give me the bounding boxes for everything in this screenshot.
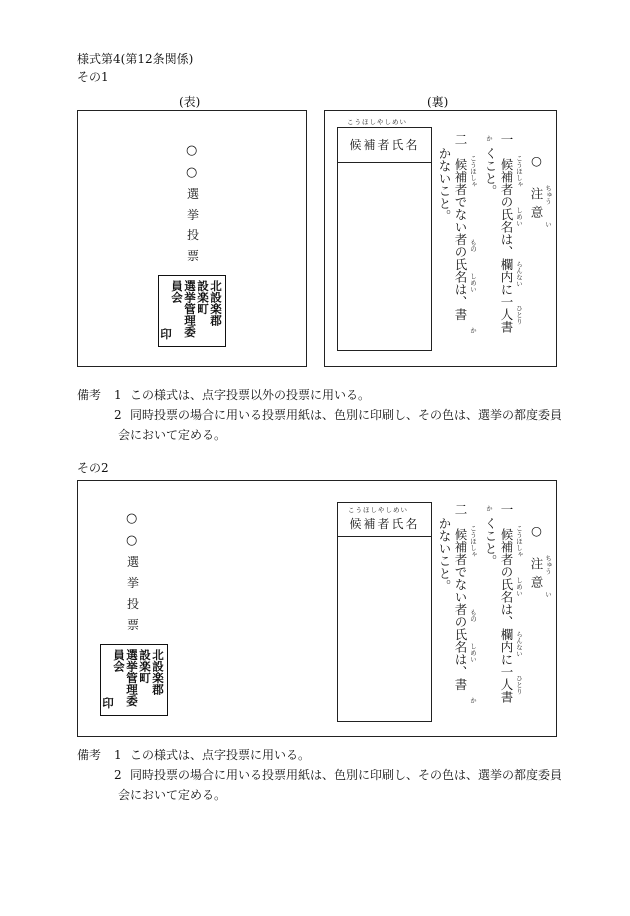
candidate-name-box: [337, 502, 432, 722]
ruby: こうほしゃ: [469, 525, 477, 558]
ruby: い: [544, 221, 552, 228]
notice-title: 注意: [529, 187, 544, 224]
back-label: (裏): [427, 95, 449, 109]
note-number: 2: [114, 768, 122, 782]
form1-label: その1: [77, 70, 109, 84]
notice-item2: 二 候補者でない者の氏名は、書: [453, 133, 468, 321]
ruby: ひとり: [515, 305, 523, 325]
ruby: らんない: [515, 631, 523, 657]
ruby: らんない: [515, 261, 523, 287]
ruby: もの: [469, 239, 477, 252]
ruby: か: [485, 135, 493, 142]
ruby: しめい: [515, 207, 523, 227]
note-text: この様式は、点字投票以外の投票に用いる。: [130, 388, 371, 402]
note-text: 同時投票の場合に用いる投票用紙は、色別に印刷し、その色は、選挙の都度委員: [130, 408, 563, 422]
ballot-circle-2: ○: [186, 165, 198, 180]
ballot-char: 投: [127, 597, 140, 611]
note-number: 1: [114, 748, 122, 762]
ballot-char: 挙: [187, 208, 200, 222]
note-text-cont: 会において定める。: [118, 788, 227, 802]
note-number: 1: [114, 388, 122, 402]
notice-title: 注意: [529, 557, 544, 594]
ballot-char: 票: [187, 249, 200, 263]
ballot-circle-2: ○: [126, 533, 138, 548]
seal-text: 員会: [170, 280, 184, 303]
seal-text: 選挙管理委: [125, 649, 139, 707]
election-commission-seal: [158, 275, 226, 347]
seal-text: 北設楽郡: [209, 280, 223, 326]
form-title: 様式第4(第12条関係): [77, 52, 194, 66]
ruby: ちゅう: [544, 555, 552, 575]
ballot-back-1: [324, 110, 557, 367]
ballot-char: 選: [187, 187, 200, 201]
notice-item2-cont: かないこと。: [437, 147, 452, 222]
ruby: い: [544, 591, 552, 598]
ballot-front-1: [77, 110, 307, 367]
notice-item1-cont: くこと。: [483, 147, 498, 197]
note-text: 同時投票の場合に用いる投票用紙は、色別に印刷し、その色は、選挙の都度委員: [130, 768, 563, 782]
seal-text: 北設楽郡: [151, 649, 165, 695]
ballot-char: 票: [127, 618, 140, 632]
ballot-char: 投: [187, 228, 200, 242]
ruby: しめい: [469, 273, 477, 293]
ballot-circle-1: ○: [126, 511, 138, 526]
note-text: この様式は、点字投票に用いる。: [130, 748, 311, 762]
seal-text: 選挙管理委: [183, 280, 197, 338]
ruby: か: [469, 327, 477, 334]
seal-text: 印: [101, 697, 115, 709]
ruby: しめい: [515, 577, 523, 597]
notes-label: 備考: [77, 748, 102, 762]
election-commission-seal: [100, 644, 168, 716]
seal-text: 員会: [112, 649, 126, 672]
candidate-ruby: こうほしやしめい: [347, 118, 407, 126]
notice-circle: ○: [529, 523, 544, 538]
ruby: しめい: [469, 643, 477, 663]
form2-label: その2: [77, 461, 109, 475]
candidate-ruby: こうほしやしめい: [348, 506, 408, 514]
seal-text: 印: [159, 328, 173, 340]
notice-item2: 二 候補者でない者の氏名は、書: [453, 503, 468, 691]
ruby: か: [485, 505, 493, 512]
candidate-name-label: 候補者氏名: [338, 128, 431, 163]
ruby: ひとり: [515, 675, 523, 695]
ruby: こうほしゃ: [515, 155, 523, 188]
ruby: もの: [469, 609, 477, 622]
notice-item1: 一 候補者の氏名は、欄内に一人書: [499, 133, 514, 333]
seal-text: 設楽町: [138, 649, 152, 684]
candidate-name-box: [337, 127, 432, 351]
ballot-char: 挙: [127, 576, 140, 590]
notice-item1-cont: くこと。: [483, 517, 498, 567]
notes-label: 備考: [77, 388, 102, 402]
seal-text: 設楽町: [196, 280, 210, 315]
ballot-char: 選: [127, 555, 140, 569]
ballot-circle-1: ○: [186, 143, 198, 158]
notice-item1: 一 候補者の氏名は、欄内に一人書: [499, 503, 514, 703]
ruby: ちゅう: [544, 185, 552, 205]
notice-circle: ○: [529, 153, 544, 168]
ruby: こうほしゃ: [515, 525, 523, 558]
front-label: (表): [179, 95, 201, 109]
note-number: 2: [114, 408, 122, 422]
note-text-cont: 会において定める。: [118, 428, 227, 442]
candidate-name-label: 候補者氏名: [338, 503, 431, 537]
ruby: か: [469, 697, 477, 704]
ballot-braille-2: [77, 480, 557, 737]
ruby: こうほしゃ: [469, 155, 477, 188]
notice-item2-cont: かないこと。: [437, 517, 452, 592]
